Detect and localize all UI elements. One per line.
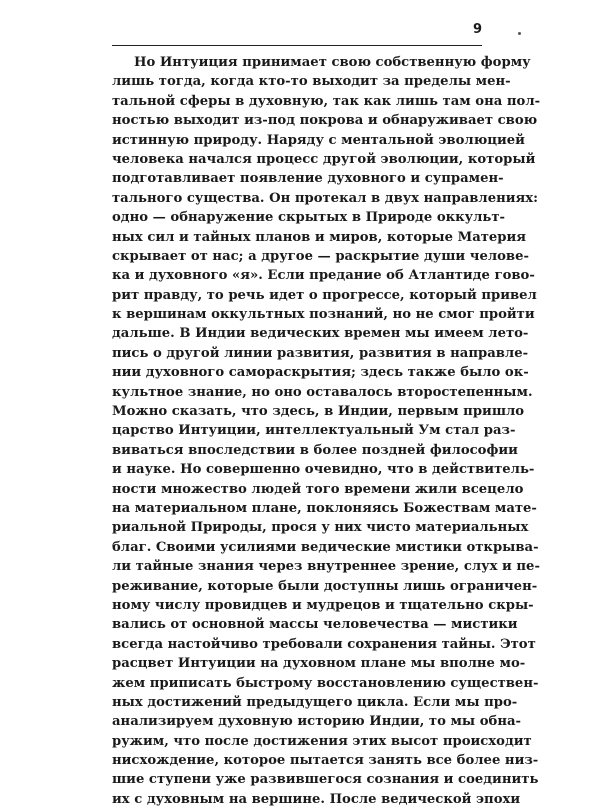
text-line: рит правду, то речь идет о прогрессе, который привел xyxy=(112,287,537,303)
text-line: ных сил и тайных планов и миров, которые Материя xyxy=(112,229,527,245)
text-line: пись о другой линии развития, развития в направле- xyxy=(112,345,529,361)
text-line: одно — обнаружение скрытых в Природе оккульт- xyxy=(112,210,505,226)
text-line: вались от основной массы человечества — мистики xyxy=(112,617,518,633)
text-line: дальше. В Индии ведических времен мы имеем лето- xyxy=(112,326,529,342)
text-line: жем приписать быстрому восстановлению существен- xyxy=(112,675,539,691)
text-line: шие ступени уже развившегося сознания и соединить xyxy=(112,772,539,788)
text-line: Можно сказать, что здесь, в Индии, первым пришло xyxy=(112,404,525,420)
text-line: лишь тогда, когда кто-то выходит за пределы мен- xyxy=(112,74,511,90)
text-line: Но Интуиция принимает свою собственную форму xyxy=(134,55,531,70)
body-text xyxy=(112,53,541,809)
page-number: 9 xyxy=(472,22,482,37)
margin-dot xyxy=(518,32,521,35)
text-line: виваться впоследствии в более поздней философии xyxy=(112,442,518,458)
text-line: подготавливает появление духовного и супрамен- xyxy=(112,171,504,187)
text-line: их с духовным на вершине. После ведической эпохи xyxy=(112,791,521,807)
text-line: ли тайные знания через внутреннее зрение, слух и пе- xyxy=(112,559,540,575)
text-line: анализируем духовную историю Индии, то мы обна- xyxy=(112,714,522,730)
text-line: реживание, которые были доступны лишь ограничен- xyxy=(112,578,538,594)
text-line: культное знание, но оно оставалось второстепенным. xyxy=(112,384,533,400)
text-line: всегда настойчиво требовали сохранения тайны. Этот xyxy=(112,636,536,652)
text-line: к вершинам оккультных познаний, но не смог пройти xyxy=(112,307,535,323)
text-line: тальной сферы в духовную, так как лишь там она пол- xyxy=(112,93,541,109)
text-line: ных достижений предыдущего цикла. Если мы про- xyxy=(112,694,518,710)
text-line: скрывает от нас; а другое — раскрытие души челове- xyxy=(112,248,529,264)
text-line: ностью выходит из-под покрова и обнаруживает свою xyxy=(112,113,538,129)
text-line: нии духовного самораскрытия; здесь также было ок- xyxy=(112,365,529,381)
text-line: нисхождение, которое пытается занять все более низ- xyxy=(112,753,539,769)
text-line: царство Интуиции, интеллектуальный Ум стал раз- xyxy=(112,423,516,439)
text-line: ружим, что после достижения этих высот происходит xyxy=(112,733,532,749)
header-rule xyxy=(112,45,482,46)
text-line: истинную природу. Наряду с ментальной эволюцией xyxy=(112,132,525,148)
text-line: ности множество людей того времени жили всецело xyxy=(112,481,524,497)
text-line: благ. Своими усилиями ведические мистики открыва- xyxy=(112,539,539,555)
text-line: ка и духовного «я». Если предание об Атлантиде гово- xyxy=(112,268,535,284)
text-line: и науке. Но совершенно очевидно, что в действитель- xyxy=(112,462,535,478)
text-line: ному числу провидцев и мудрецов и тщательно скры- xyxy=(112,597,534,613)
text-line: на материальном плане, поклоняясь Божествам мате- xyxy=(112,500,537,516)
text-line: человека начался процесс другой эволюции, который xyxy=(112,151,536,167)
text-line: расцвет Интуиции на духовном плане мы вполне мо- xyxy=(112,656,526,672)
text-line: риальной Природы, прося у них чисто материальных xyxy=(112,520,529,536)
text-line: тального существа. Он протекал в двух направлениях: xyxy=(112,190,538,206)
